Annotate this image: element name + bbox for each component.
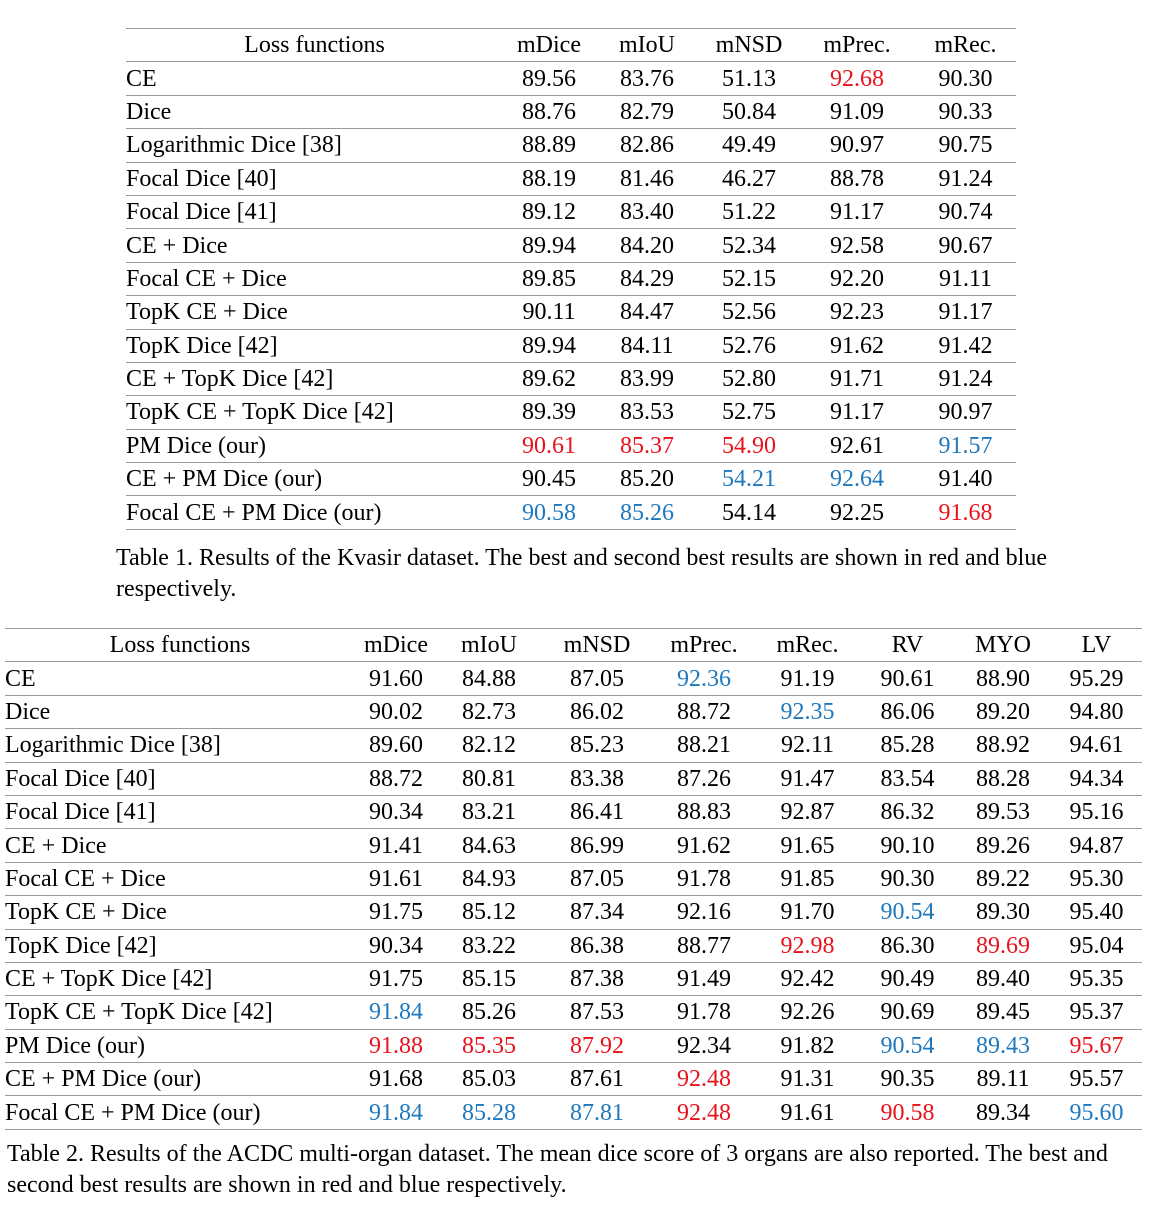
- table-cell: 84.93: [437, 862, 541, 895]
- table-cell: 92.48: [653, 1096, 755, 1129]
- table-cell: 90.67: [915, 229, 1016, 262]
- table-cell: 80.81: [437, 762, 541, 795]
- table-cell: 91.70: [755, 896, 860, 929]
- table-cell: 89.56: [503, 62, 595, 95]
- table-row: [5, 962, 1142, 995]
- table-cell: 91.75: [355, 962, 437, 995]
- table-cell: 84.11: [595, 329, 699, 362]
- table-cell: 87.26: [653, 762, 755, 795]
- table-cell: 88.83: [653, 795, 755, 828]
- table-cell: 54.90: [699, 429, 799, 462]
- table-cell: 91.17: [799, 396, 915, 429]
- column-header: mNSD: [541, 629, 653, 662]
- table-cell: 46.27: [699, 162, 799, 195]
- row-label: TopK CE + TopK Dice [42]: [126, 396, 503, 429]
- table-cell: 85.26: [437, 996, 541, 1029]
- table-cell: 91.09: [799, 95, 915, 128]
- table-cell: 92.34: [653, 1029, 755, 1062]
- table-cell: 86.32: [860, 795, 955, 828]
- table-cell: 91.24: [915, 362, 1016, 395]
- row-label: Dice: [5, 695, 355, 728]
- table-cell: 86.02: [541, 695, 653, 728]
- table-cell: 89.62: [503, 362, 595, 395]
- table-cell: 91.84: [355, 1096, 437, 1129]
- table-cell: 89.22: [955, 862, 1051, 895]
- table-cell: 87.38: [541, 962, 653, 995]
- table-cell: 86.99: [541, 829, 653, 862]
- table-row: [126, 129, 1016, 162]
- table-cell: 91.68: [355, 1063, 437, 1096]
- table-cell: 90.34: [355, 929, 437, 962]
- column-header: mRec.: [755, 629, 860, 662]
- table-cell: 90.45: [503, 463, 595, 496]
- column-header: LV: [1051, 629, 1142, 662]
- table-cell: 90.11: [503, 296, 595, 329]
- table-row: [5, 996, 1142, 1029]
- table-cell: 95.67: [1051, 1029, 1142, 1062]
- table-cell: 88.72: [355, 762, 437, 795]
- row-label: CE + PM Dice (our): [5, 1063, 355, 1096]
- table-cell: 91.84: [355, 996, 437, 1029]
- column-header: mPrec.: [653, 629, 755, 662]
- table-cell: 94.80: [1051, 695, 1142, 728]
- table-cell: 89.40: [955, 962, 1051, 995]
- table-cell: 54.14: [699, 496, 799, 529]
- table-cell: 82.86: [595, 129, 699, 162]
- table-cell: 86.38: [541, 929, 653, 962]
- column-header: RV: [860, 629, 955, 662]
- table-cell: 90.58: [860, 1096, 955, 1129]
- table-cell: 90.54: [860, 1029, 955, 1062]
- table-cell: 84.63: [437, 829, 541, 862]
- table-cell: 95.29: [1051, 662, 1142, 695]
- table-row: [5, 762, 1142, 795]
- table-cell: 52.76: [699, 329, 799, 362]
- column-header: Loss functions: [5, 629, 355, 662]
- row-label: CE + Dice: [126, 229, 503, 262]
- column-header: MYO: [955, 629, 1051, 662]
- table-cell: 85.26: [595, 496, 699, 529]
- table-cell: 85.28: [860, 729, 955, 762]
- table-cell: 91.11: [915, 262, 1016, 295]
- table-cell: 85.37: [595, 429, 699, 462]
- kvasir-results-table: [126, 28, 1016, 530]
- table-cell: 94.61: [1051, 729, 1142, 762]
- table-cell: 82.79: [595, 95, 699, 128]
- table-cell: 83.99: [595, 362, 699, 395]
- table-cell: 91.68: [915, 496, 1016, 529]
- table-cell: 89.34: [955, 1096, 1051, 1129]
- table-cell: 84.20: [595, 229, 699, 262]
- table-cell: 91.31: [755, 1063, 860, 1096]
- table-cell: 92.11: [755, 729, 860, 762]
- table-cell: 87.05: [541, 662, 653, 695]
- row-label: Focal CE + PM Dice (our): [5, 1096, 355, 1129]
- table-cell: 95.57: [1051, 1063, 1142, 1096]
- row-label: CE + TopK Dice [42]: [126, 362, 503, 395]
- row-label: TopK Dice [42]: [5, 929, 355, 962]
- table-cell: 91.78: [653, 862, 755, 895]
- row-label: Focal Dice [40]: [126, 162, 503, 195]
- table-cell: 91.60: [355, 662, 437, 695]
- table-cell: 86.30: [860, 929, 955, 962]
- table-cell: 92.26: [755, 996, 860, 1029]
- table-cell: 92.36: [653, 662, 755, 695]
- table-cell: 87.34: [541, 896, 653, 929]
- table-cell: 84.47: [595, 296, 699, 329]
- table-cell: 92.20: [799, 262, 915, 295]
- table-cell: 92.25: [799, 496, 915, 529]
- table-cell: 85.15: [437, 962, 541, 995]
- table-cell: 82.12: [437, 729, 541, 762]
- table-cell: 89.11: [955, 1063, 1051, 1096]
- table-cell: 92.48: [653, 1063, 755, 1096]
- table-cell: 92.23: [799, 296, 915, 329]
- row-label: CE + Dice: [5, 829, 355, 862]
- table-cell: 91.85: [755, 862, 860, 895]
- table-cell: 87.05: [541, 862, 653, 895]
- table-cell: 90.30: [915, 62, 1016, 95]
- table-row: [126, 396, 1016, 429]
- column-header: mIoU: [595, 29, 699, 62]
- table-row: [126, 195, 1016, 228]
- table-cell: 92.87: [755, 795, 860, 828]
- table-cell: 88.19: [503, 162, 595, 195]
- row-label: CE + TopK Dice [42]: [5, 962, 355, 995]
- table-cell: 92.58: [799, 229, 915, 262]
- table-row: [5, 795, 1142, 828]
- row-label: Focal Dice [41]: [5, 795, 355, 828]
- acdc-results-table: [5, 628, 1142, 1130]
- table-cell: 52.15: [699, 262, 799, 295]
- table-cell: 90.33: [915, 95, 1016, 128]
- table-row: [126, 162, 1016, 195]
- table-row: [5, 1063, 1142, 1096]
- table-cell: 89.12: [503, 195, 595, 228]
- table-cell: 91.24: [915, 162, 1016, 195]
- row-label: CE + PM Dice (our): [126, 463, 503, 496]
- table-row: [5, 729, 1142, 762]
- column-header: Loss functions: [126, 29, 503, 62]
- table1-caption: Table 1. Results of the Kvasir dataset. The best and second best results are shown in red and blue respectively.: [116, 545, 1047, 602]
- table-cell: 94.34: [1051, 762, 1142, 795]
- table-row: [5, 1029, 1142, 1062]
- table-cell: 91.40: [915, 463, 1016, 496]
- table-cell: 91.61: [755, 1096, 860, 1129]
- table-cell: 90.61: [503, 429, 595, 462]
- table-cell: 95.60: [1051, 1096, 1142, 1129]
- table-cell: 82.73: [437, 695, 541, 728]
- table-cell: 92.35: [755, 695, 860, 728]
- table-cell: 87.53: [541, 996, 653, 1029]
- table-cell: 86.41: [541, 795, 653, 828]
- table-cell: 54.21: [699, 463, 799, 496]
- table-cell: 95.35: [1051, 962, 1142, 995]
- row-label: Logarithmic Dice [38]: [5, 729, 355, 762]
- table-row: [126, 296, 1016, 329]
- table-cell: 51.13: [699, 62, 799, 95]
- table-cell: 90.97: [799, 129, 915, 162]
- table-cell: 51.22: [699, 195, 799, 228]
- table-cell: 89.53: [955, 795, 1051, 828]
- table-cell: 89.39: [503, 396, 595, 429]
- table-cell: 91.47: [755, 762, 860, 795]
- table-cell: 91.88: [355, 1029, 437, 1062]
- table-row: [5, 896, 1142, 929]
- table-cell: 83.53: [595, 396, 699, 429]
- table-cell: 89.69: [955, 929, 1051, 962]
- table-cell: 89.30: [955, 896, 1051, 929]
- table-cell: 95.16: [1051, 795, 1142, 828]
- table-cell: 88.76: [503, 95, 595, 128]
- table-cell: 86.06: [860, 695, 955, 728]
- table-cell: 91.57: [915, 429, 1016, 462]
- table-cell: 83.54: [860, 762, 955, 795]
- table-row: [126, 496, 1016, 529]
- table-cell: 83.22: [437, 929, 541, 962]
- table-cell: 88.72: [653, 695, 755, 728]
- table-cell: 83.76: [595, 62, 699, 95]
- column-header: mIoU: [437, 629, 541, 662]
- table-cell: 92.64: [799, 463, 915, 496]
- column-header: mDice: [503, 29, 595, 62]
- table-cell: 89.20: [955, 695, 1051, 728]
- table-cell: 89.45: [955, 996, 1051, 1029]
- row-label: TopK CE + Dice: [5, 896, 355, 929]
- row-label: Focal Dice [41]: [126, 195, 503, 228]
- table-cell: 92.61: [799, 429, 915, 462]
- table-cell: 84.88: [437, 662, 541, 695]
- table-cell: 91.75: [355, 896, 437, 929]
- table-cell: 85.03: [437, 1063, 541, 1096]
- table-cell: 90.34: [355, 795, 437, 828]
- column-header: mDice: [355, 629, 437, 662]
- table-cell: 81.46: [595, 162, 699, 195]
- table-row: [126, 229, 1016, 262]
- table-cell: 88.28: [955, 762, 1051, 795]
- row-label: PM Dice (our): [126, 429, 503, 462]
- table-cell: 92.98: [755, 929, 860, 962]
- table-cell: 91.82: [755, 1029, 860, 1062]
- table-cell: 90.61: [860, 662, 955, 695]
- table-cell: 91.65: [755, 829, 860, 862]
- table-cell: 91.49: [653, 962, 755, 995]
- table-cell: 87.81: [541, 1096, 653, 1129]
- table-cell: 52.56: [699, 296, 799, 329]
- table-cell: 89.60: [355, 729, 437, 762]
- table-cell: 49.49: [699, 129, 799, 162]
- table-cell: 88.21: [653, 729, 755, 762]
- table-cell: 87.92: [541, 1029, 653, 1062]
- row-label: TopK CE + Dice: [126, 296, 503, 329]
- table-cell: 89.85: [503, 262, 595, 295]
- table-cell: 91.62: [799, 329, 915, 362]
- table-cell: 88.90: [955, 662, 1051, 695]
- table-cell: 91.19: [755, 662, 860, 695]
- table-row: [5, 862, 1142, 895]
- table-cell: 90.74: [915, 195, 1016, 228]
- row-label: CE: [126, 62, 503, 95]
- table-row: [126, 463, 1016, 496]
- table-cell: 88.89: [503, 129, 595, 162]
- table-cell: 90.35: [860, 1063, 955, 1096]
- table-cell: 88.77: [653, 929, 755, 962]
- table-cell: 91.17: [915, 296, 1016, 329]
- row-label: TopK Dice [42]: [126, 329, 503, 362]
- table-cell: 94.87: [1051, 829, 1142, 862]
- table-cell: 90.49: [860, 962, 955, 995]
- header-row: [126, 29, 1016, 62]
- table-row: [126, 429, 1016, 462]
- table-cell: 90.97: [915, 396, 1016, 429]
- table-cell: 85.28: [437, 1096, 541, 1129]
- table-cell: 95.40: [1051, 896, 1142, 929]
- table-cell: 90.54: [860, 896, 955, 929]
- table-cell: 90.30: [860, 862, 955, 895]
- table-cell: 83.21: [437, 795, 541, 828]
- table-cell: 90.69: [860, 996, 955, 1029]
- row-label: Focal CE + Dice: [5, 862, 355, 895]
- table-cell: 91.61: [355, 862, 437, 895]
- table-cell: 90.02: [355, 695, 437, 728]
- row-label: Focal CE + Dice: [126, 262, 503, 295]
- row-label: CE: [5, 662, 355, 695]
- column-header: mNSD: [699, 29, 799, 62]
- table-cell: 85.12: [437, 896, 541, 929]
- table-cell: 50.84: [699, 95, 799, 128]
- table-cell: 88.78: [799, 162, 915, 195]
- table-cell: 89.94: [503, 229, 595, 262]
- row-label: TopK CE + TopK Dice [42]: [5, 996, 355, 1029]
- table2-caption: Table 2. Results of the ACDC multi-organ dataset. The mean dice score of 3 organs are also reported. The best and second best results are shown in red and blue respectively.: [7, 1141, 1108, 1198]
- table-cell: 92.68: [799, 62, 915, 95]
- table-cell: 90.75: [915, 129, 1016, 162]
- row-label: Dice: [126, 95, 503, 128]
- table-cell: 92.42: [755, 962, 860, 995]
- table-cell: 87.61: [541, 1063, 653, 1096]
- table-cell: 85.23: [541, 729, 653, 762]
- table-cell: 95.30: [1051, 862, 1142, 895]
- table-cell: 85.20: [595, 463, 699, 496]
- table-cell: 91.62: [653, 829, 755, 862]
- table-row: [126, 329, 1016, 362]
- row-label: Logarithmic Dice [38]: [126, 129, 503, 162]
- table-cell: 95.04: [1051, 929, 1142, 962]
- header-row: [5, 629, 1142, 662]
- table-cell: 52.80: [699, 362, 799, 395]
- table-row: [126, 62, 1016, 95]
- table-cell: 91.41: [355, 829, 437, 862]
- table-row: [126, 262, 1016, 295]
- table-cell: 91.78: [653, 996, 755, 1029]
- table-cell: 83.40: [595, 195, 699, 228]
- table-cell: 52.34: [699, 229, 799, 262]
- table-row: [5, 929, 1142, 962]
- table-cell: 52.75: [699, 396, 799, 429]
- table-cell: 90.58: [503, 496, 595, 529]
- row-label: Focal CE + PM Dice (our): [126, 496, 503, 529]
- table-cell: 88.92: [955, 729, 1051, 762]
- column-header: mRec.: [915, 29, 1016, 62]
- table-row: [5, 695, 1142, 728]
- table-row: [5, 829, 1142, 862]
- row-label: Focal Dice [40]: [5, 762, 355, 795]
- row-label: PM Dice (our): [5, 1029, 355, 1062]
- table-cell: 91.71: [799, 362, 915, 395]
- table-cell: 89.43: [955, 1029, 1051, 1062]
- table-row: [5, 1096, 1142, 1129]
- column-header: mPrec.: [799, 29, 915, 62]
- table-cell: 91.42: [915, 329, 1016, 362]
- table-row: [126, 362, 1016, 395]
- table-cell: 89.94: [503, 329, 595, 362]
- table-cell: 95.37: [1051, 996, 1142, 1029]
- table-cell: 92.16: [653, 896, 755, 929]
- table-cell: 84.29: [595, 262, 699, 295]
- table-row: [5, 662, 1142, 695]
- table-cell: 91.17: [799, 195, 915, 228]
- table-row: [126, 95, 1016, 128]
- table-cell: 89.26: [955, 829, 1051, 862]
- table-cell: 85.35: [437, 1029, 541, 1062]
- table-cell: 83.38: [541, 762, 653, 795]
- table-cell: 90.10: [860, 829, 955, 862]
